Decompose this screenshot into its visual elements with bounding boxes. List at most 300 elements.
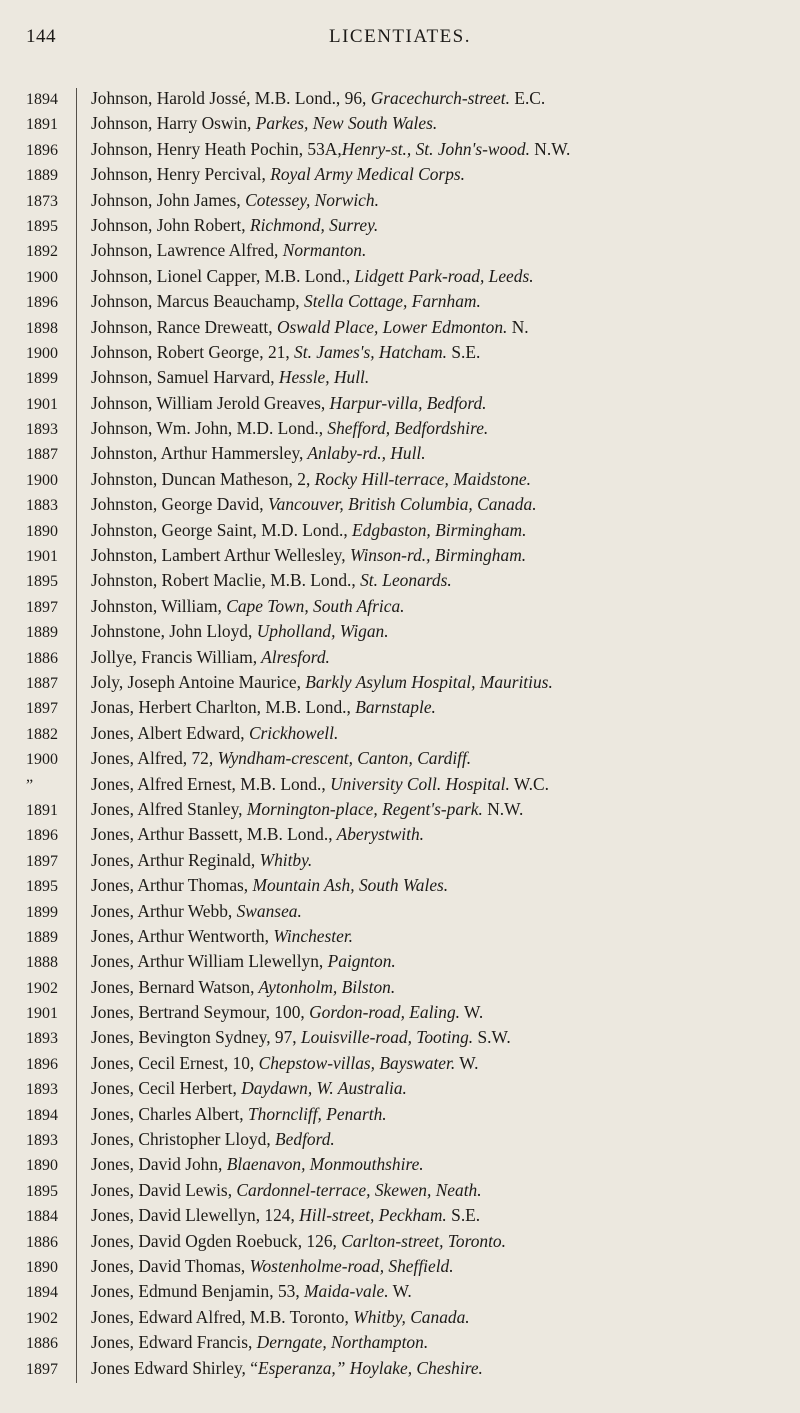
entry-year: 1896 (26, 827, 58, 845)
entry-address: Esperanza,” Hoylake, Cheshire. (257, 1357, 483, 1378)
entry-address: St. James's, Hatcham. (289, 341, 448, 362)
entry-address: University Coll. Hospital. (325, 773, 510, 794)
list-item (26, 418, 796, 443)
entry-list (26, 88, 796, 1383)
entry-year: 1900 (26, 268, 58, 286)
entry-year: 1887 (26, 446, 58, 464)
entry-name: Jones, Arthur Webb, (91, 900, 233, 921)
entry-name: Jones, David Thomas, (91, 1255, 246, 1276)
column-rule (76, 1129, 85, 1154)
entry-district: N.W. (482, 798, 524, 819)
entry-qualifications: 53, (273, 1281, 300, 1302)
entry-text (91, 164, 796, 185)
entry-address: Wyndham-crescent, Canton, Cardiff. (213, 748, 472, 769)
list-item (26, 926, 796, 951)
entry-qualifications: 126, (302, 1230, 337, 1251)
entry-text (91, 317, 796, 338)
entry-address: Paignton. (323, 951, 396, 972)
entry-text (91, 393, 796, 414)
entry-text (91, 1231, 796, 1252)
entry-text (91, 1307, 796, 1328)
entry-text (91, 1027, 796, 1048)
entry-text (91, 647, 796, 668)
entry-year: 1900 (26, 751, 58, 769)
list-item (26, 1002, 796, 1027)
entry-name: Jones, Edward Alfred, (91, 1306, 246, 1327)
column-rule (76, 291, 85, 316)
entry-name: Johnson, Harold Jossé, (91, 88, 251, 108)
column-rule (76, 824, 85, 849)
entry-year: 1887 (26, 674, 58, 692)
entry-text (91, 621, 796, 642)
entry-address: Oswald Place, Lower Edmonton. (272, 316, 508, 337)
entry-address: Gordon-road, Ealing. (304, 1002, 460, 1023)
column-rule (76, 1205, 85, 1230)
entry-year: 1901 (26, 395, 58, 413)
list-item (26, 850, 796, 875)
list-item (26, 113, 796, 138)
list-item (26, 774, 796, 799)
entry-name: Jones, David John, (91, 1154, 223, 1175)
list-item (26, 1027, 796, 1052)
entry-district: S.E. (447, 341, 481, 362)
entry-year: 1896 (26, 1055, 58, 1073)
entry-text (91, 1358, 796, 1379)
entry-text (91, 697, 796, 718)
entry-address: Richmond, Surrey. (245, 214, 379, 235)
entry-district: W. (460, 1002, 484, 1023)
entry-year: 1894 (26, 91, 58, 108)
entry-year: 1895 (26, 217, 58, 235)
column-rule (76, 1358, 85, 1383)
entry-qualifications: M.B. Lond., (235, 773, 326, 794)
entry-address: Mornington-place, Regent's-park. (242, 798, 483, 819)
entry-name: Jones, David Lewis, (91, 1179, 233, 1200)
entry-qualifications: 100, (269, 1002, 305, 1023)
entry-qualifications: M.B. Toronto, (245, 1306, 349, 1327)
list-item (26, 1129, 796, 1154)
entry-name: Jones, Alfred, (91, 748, 188, 769)
entry-address: Maida-vale. (299, 1281, 389, 1302)
entry-address: Wostenholme-road, Sheffield. (245, 1255, 454, 1276)
entry-address: Mountain Ash, South Wales. (248, 875, 449, 896)
column-rule (76, 266, 85, 291)
entry-address: Gracechurch-street. (366, 88, 510, 108)
column-rule (76, 113, 85, 138)
list-item (26, 139, 796, 164)
list-item (26, 697, 796, 722)
column-rule (76, 1256, 85, 1281)
list-item (26, 240, 796, 265)
entry-year: 1900 (26, 471, 58, 489)
entry-year: 1897 (26, 598, 58, 616)
entry-address: Normanton. (278, 240, 367, 261)
entry-name: Johnson, Samuel Harvard, (91, 367, 275, 388)
entry-address: Blaenavon, Monmouthshire. (222, 1154, 424, 1175)
list-item (26, 1332, 796, 1357)
list-item (26, 1078, 796, 1103)
column-rule (76, 1281, 85, 1306)
column-rule (76, 1231, 85, 1256)
entry-year: 1895 (26, 573, 58, 591)
entry-name: Johnson, John Robert, (91, 214, 246, 235)
column-rule (76, 647, 85, 672)
entry-address: Whitby, Canada. (348, 1306, 470, 1327)
column-rule (76, 748, 85, 773)
column-rule (76, 520, 85, 545)
entry-text (91, 951, 796, 972)
entry-year: 1883 (26, 497, 58, 515)
entry-text (91, 723, 796, 744)
entry-year: 1884 (26, 1208, 58, 1226)
entry-text (91, 1281, 796, 1302)
entry-year: 1886 (26, 1233, 58, 1251)
entry-name: Johnson, Henry Heath Pochin, (91, 138, 304, 159)
list-item (26, 367, 796, 392)
entry-text (91, 545, 796, 566)
column-rule (76, 342, 85, 367)
entry-text (91, 901, 796, 922)
column-rule (76, 418, 85, 443)
entry-name: Jones, Cecil Ernest, (91, 1052, 229, 1073)
entry-year: 1897 (26, 700, 58, 718)
running-head: LICENTIATES. (328, 26, 471, 47)
column-rule (76, 672, 85, 697)
entry-address: Royal Army Medical Corps. (265, 164, 466, 185)
list-item (26, 520, 796, 545)
column-rule (76, 850, 85, 875)
list-item (26, 1180, 796, 1205)
entry-text (91, 774, 796, 795)
entry-name: Jones, Bevington Sydney, (91, 1027, 271, 1048)
column-rule (76, 1053, 85, 1078)
column-rule (76, 443, 85, 468)
entry-year: 1901 (26, 548, 58, 566)
entry-year: 1894 (26, 1284, 58, 1302)
entry-text (91, 926, 796, 947)
entry-address: Shefford, Bedfordshire. (323, 418, 489, 439)
entry-address: Stella Cottage, Farnham. (299, 291, 481, 312)
entry-address: Anlaby-rd., Hull. (303, 443, 426, 464)
entry-address: Henry-st., St. John's-wood. (341, 138, 530, 159)
entry-name: Johnstone, John Lloyd, (91, 621, 253, 642)
entry-text (91, 799, 796, 820)
entry-name: Johnson, Rance Dreweatt, (91, 316, 273, 337)
entry-qualifications: M.B. Lond., (261, 697, 351, 718)
column-rule (76, 596, 85, 621)
list-item (26, 1358, 796, 1383)
entry-address: Upholland, Wigan. (252, 621, 389, 642)
entry-name: Johnson, John James, (91, 189, 241, 210)
entry-address: Aberystwith. (332, 824, 425, 845)
entry-text (91, 824, 796, 845)
list-item (26, 494, 796, 519)
entry-year: 1895 (26, 878, 58, 896)
column-rule (76, 723, 85, 748)
column-rule (76, 697, 85, 722)
list-item (26, 799, 796, 824)
entry-year: 1893 (26, 1081, 58, 1099)
entry-name: Johnston, William, (91, 595, 222, 616)
entry-name: Johnson, Wm. John, (91, 418, 233, 439)
entry-address: Daydawn, W. Australia. (236, 1078, 407, 1099)
entry-address: Winchester. (268, 925, 354, 946)
entry-name: Jonas, Herbert Charlton, (91, 697, 262, 718)
list-item (26, 1104, 796, 1129)
entry-name: Jones, David Llewellyn, (91, 1205, 261, 1226)
entry-year: 1896 (26, 141, 58, 159)
list-item (26, 901, 796, 926)
entry-address: Derngate, Northampton. (252, 1332, 429, 1353)
entry-text (91, 113, 796, 134)
entry-address: Crickhowell. (244, 722, 339, 743)
entry-district: W. (455, 1052, 479, 1073)
page-header (0, 26, 800, 66)
entry-text (91, 494, 796, 515)
list-item (26, 1256, 796, 1281)
list-item (26, 977, 796, 1002)
entry-year: 1896 (26, 294, 58, 312)
entry-name: Jones, David Ogden Roebuck, (91, 1230, 303, 1251)
column-rule (76, 1332, 85, 1357)
entry-year: 1889 (26, 624, 58, 642)
entry-address: Winson-rd., Birmingham. (345, 545, 527, 566)
column-rule (76, 317, 85, 342)
entry-address: Lidgett Park-road, Leeds. (350, 265, 534, 286)
entry-text (91, 1205, 796, 1226)
entry-address: Carlton-street, Toronto. (336, 1230, 506, 1251)
column-rule (76, 240, 85, 265)
column-rule (76, 190, 85, 215)
entry-address: Parkes, New South Wales. (251, 113, 438, 134)
entry-year: 1897 (26, 852, 58, 870)
entry-text (91, 570, 796, 591)
entry-name: Johnson, Marcus Beauchamp, (91, 291, 300, 312)
entry-year: 1901 (26, 1005, 58, 1023)
entry-address: Cardonnel-terrace, Skewen, Neath. (232, 1179, 482, 1200)
entry-name: Jones, Arthur Thomas, (91, 875, 249, 896)
entry-qualifications: “ (245, 1357, 258, 1378)
entry-name: Jones, Edward Francis, (91, 1332, 253, 1353)
entry-qualifications: 53A, (303, 138, 342, 159)
entry-name: Jones, Arthur William Llewellyn, (91, 951, 324, 972)
column-rule (76, 494, 85, 519)
entry-qualifications: 2, (292, 468, 311, 489)
column-rule (76, 1027, 85, 1052)
list-item (26, 1154, 796, 1179)
entry-text (91, 1256, 796, 1277)
entry-year: 1893 (26, 421, 58, 439)
list-item (26, 342, 796, 367)
entry-year: 1873 (26, 192, 58, 210)
entry-name: Jones, Alfred Stanley, (91, 798, 243, 819)
entry-address: Whitby. (255, 849, 313, 870)
list-item (26, 266, 796, 291)
column-rule (76, 469, 85, 494)
list-item (26, 1205, 796, 1230)
list-item (26, 164, 796, 189)
list-item (26, 545, 796, 570)
entry-text (91, 88, 796, 109)
entry-text (91, 342, 796, 363)
list-item (26, 317, 796, 342)
entry-year: 1899 (26, 903, 58, 921)
entry-year: 1886 (26, 649, 58, 667)
entry-address: Chepstow-villas, Bayswater. (254, 1052, 456, 1073)
list-item (26, 190, 796, 215)
column-rule (76, 1078, 85, 1103)
entry-year: 1882 (26, 725, 58, 743)
entry-qualifications: 72, (187, 748, 214, 769)
column-rule (76, 621, 85, 646)
entry-address: Swansea. (232, 900, 302, 921)
entry-name: Johnston, Robert Maclie, (91, 570, 266, 591)
entry-address: Barnstaple. (350, 697, 436, 718)
entry-year: 1891 (26, 801, 58, 819)
entry-text (91, 520, 796, 541)
list-item (26, 748, 796, 773)
entry-name: Jollye, Francis William, (91, 646, 258, 667)
entry-name: Jones, Cecil Herbert, (91, 1078, 237, 1099)
entry-year: 1892 (26, 243, 58, 261)
column-rule (76, 875, 85, 900)
entry-qualifications: M.B. Lond., 96, (250, 88, 367, 108)
column-rule (76, 393, 85, 418)
column-rule (76, 951, 85, 976)
list-item (26, 88, 796, 113)
entry-year: 1902 (26, 1309, 58, 1327)
column-rule (76, 977, 85, 1002)
entry-qualifications: M.B. Lond., (265, 570, 356, 591)
entry-district: W. (388, 1281, 412, 1302)
entry-year: 1889 (26, 167, 58, 185)
page-number: 144 (26, 26, 56, 47)
entry-text (91, 1129, 796, 1150)
entry-qualifications: M.D. Lond., (256, 519, 348, 540)
list-item (26, 621, 796, 646)
entry-district: S.E. (446, 1205, 481, 1226)
entry-name: Jones, Arthur Reginald, (91, 849, 256, 870)
entry-name: Johnston, Duncan Matheson, (91, 468, 293, 489)
entry-year: 1886 (26, 1335, 58, 1353)
entry-text (91, 977, 796, 998)
list-item (26, 723, 796, 748)
entry-name: Johnson, Lionel Capper, (91, 265, 261, 286)
entry-address: Louisville-road, Tooting. (296, 1027, 474, 1048)
list-item (26, 393, 796, 418)
entry-text (91, 748, 796, 769)
column-rule (76, 901, 85, 926)
entry-name: Johnson, Harry Oswin, (91, 113, 252, 134)
entry-year: 1890 (26, 1258, 58, 1276)
entry-qualifications: 10, (228, 1052, 255, 1073)
entry-year: 1897 (26, 1360, 58, 1378)
column-rule (76, 367, 85, 392)
list-item (26, 291, 796, 316)
list-item (26, 1307, 796, 1332)
list-item (26, 824, 796, 849)
entry-text (91, 1104, 796, 1125)
entry-name: Johnson, William Jerold Greaves, (91, 392, 326, 413)
entry-address: Rocky Hill-terrace, Maidstone. (310, 468, 531, 489)
entry-qualifications: M.B. Lond., (260, 265, 351, 286)
entry-name: Jones Edward Shirley, (91, 1357, 246, 1378)
entry-text (91, 190, 796, 211)
entry-name: Johnson, Lawrence Alfred, (91, 240, 279, 261)
entry-name: Johnston, Lambert Arthur Wellesley, (91, 545, 346, 566)
entry-address: Edgbaston, Birmingham. (347, 519, 527, 540)
list-item (26, 596, 796, 621)
entry-text (91, 1053, 796, 1074)
column-rule (76, 164, 85, 189)
list-item (26, 647, 796, 672)
entry-text (91, 240, 796, 261)
entry-address: Bedford. (270, 1129, 335, 1150)
list-item (26, 443, 796, 468)
column-rule (76, 1104, 85, 1129)
list-item (26, 215, 796, 240)
column-rule (76, 926, 85, 951)
column-rule (76, 545, 85, 570)
entry-year: 1902 (26, 979, 58, 997)
entry-year: 1899 (26, 370, 58, 388)
list-item (26, 875, 796, 900)
entry-qualifications: 97, (270, 1027, 297, 1048)
entry-district: N.W. (529, 138, 571, 159)
column-rule (76, 1307, 85, 1332)
entry-year: 1891 (26, 116, 58, 134)
column-rule (76, 774, 85, 799)
entry-name: Johnston, George David, (91, 494, 264, 515)
entry-text (91, 596, 796, 617)
entry-name: Jones, Christopher Lloyd, (91, 1129, 271, 1150)
entry-year: 1890 (26, 522, 58, 540)
entry-year: 1895 (26, 1182, 58, 1200)
entry-name: Jones, Edmund Benjamin, (91, 1281, 274, 1302)
entry-year: 1889 (26, 928, 58, 946)
entry-name: Jones, Alfred Ernest, (91, 773, 236, 794)
entry-address: St. Leonards. (355, 570, 452, 591)
entry-district: E.C. (509, 88, 546, 108)
entry-address: Cape Town, South Africa. (221, 595, 405, 616)
entry-name: Jones, Bertrand Seymour, (91, 1002, 270, 1023)
entry-name: Jones, Bernard Watson, (91, 976, 255, 997)
entry-name: Jones, Arthur Wentworth, (91, 925, 269, 946)
entry-text (91, 215, 796, 236)
entry-district: W.C. (509, 773, 549, 794)
entry-text (91, 139, 796, 160)
entry-qualifications: M.D. Lond., (232, 418, 324, 439)
list-item (26, 1231, 796, 1256)
entry-name: Johnson, Robert George, (91, 341, 264, 362)
column-rule (76, 1002, 85, 1027)
entry-year: 1893 (26, 1030, 58, 1048)
column-rule (76, 139, 85, 164)
entry-address: Cotessey, Norwich. (240, 189, 379, 210)
entry-address: Harpur-villa, Bedford. (325, 392, 487, 413)
list-item (26, 570, 796, 595)
entry-name: Johnston, Arthur Hammersley, (91, 443, 304, 464)
entry-address: Barkly Asylum Hospital, Mauritius. (300, 671, 553, 692)
entry-qualifications: 124, (260, 1205, 295, 1226)
entry-name: Jones, Charles Albert, (91, 1103, 244, 1124)
list-item (26, 1053, 796, 1078)
entry-text (91, 1078, 796, 1099)
entry-text (91, 1180, 796, 1201)
entry-text (91, 443, 796, 464)
entry-name: Joly, Joseph Antoine Maurice, (91, 671, 301, 692)
column-rule (76, 1180, 85, 1205)
